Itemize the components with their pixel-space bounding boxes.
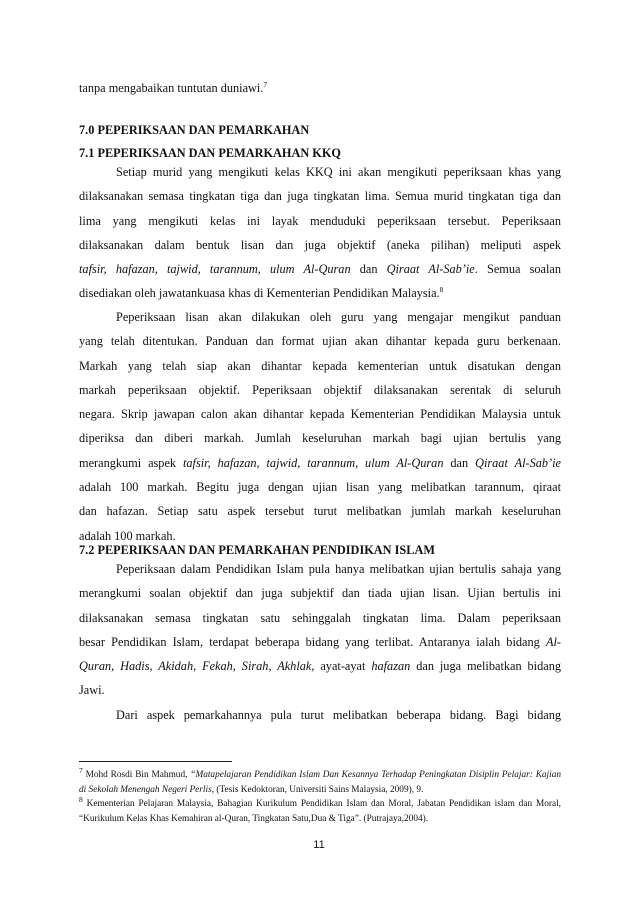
text-line: diperiksa dan diberi markah. Jumlah keseluruhan markah bagi ujian bertulis yang (79, 431, 561, 446)
heading-7-1: 7.1 PEPERIKSAAN DAN PEMARKAHAN KKQ (79, 146, 341, 160)
footnote-ref-7[interactable]: 7 (263, 79, 268, 89)
text-line: disediakan oleh jawatankuasa khas di Kementerian Pendidikan Malaysia.$^8$ (79, 285, 444, 301)
heading-7-0: 7.0 PEPERIKSAAN DAN PEMARKAHAN (79, 123, 310, 137)
text-line: adalah 100 markah. (79, 528, 176, 543)
text-line: adalah 100 markah. Begitu juga dengan ujian lisan yang melibatkan tarannum, qiraat (79, 480, 561, 495)
text-line: merangkumi soalan objektif dan juga subjektif dan tiada ujian lisan. Ujian bertulis ini (79, 586, 561, 601)
footnote-8: $^8$ Kementerian Pelajaran Malaysia, Bahagian Kurikulum Pendidikan Islam dan Moral, Jabatan Pendidikan islam dan Moral, “Kurikulum Kelas Khas Kemahiran al-Quran, Tingkatan Satu,Dua & Tiga”. (Putrajaya,2004). (79, 794, 561, 824)
text-line: dilaksanakan semasa tingkatan tiga dan juga tingkatan lima. Semua murid tingkatan tiga dan (79, 189, 561, 204)
footnote-divider (79, 761, 232, 762)
page-number: 11 (313, 839, 325, 851)
text-line: Markah yang telah siap akan dihantar kepada kementerian untuk disatukan dengan (79, 358, 561, 373)
text-line: Quran, Hadis, Akidah, Fekah, Sirah, Akhlak, ayat-ayat hafazan dan juga melibatkan bidang (79, 659, 562, 674)
footnote-7: $^7$ Mohd Rosdi Bin Mahmud, “Matapelajaran Pendidikan Islam Dan Kesannya Terhadap Peningkatan Disiplin Pelajar: Kajian di Sekolah Menengah Negeri Perlis, (Tesis Kedoktoran, Universiti Sains Malaysia, 2009), 9. (79, 765, 562, 795)
paragraph-islamic-education-exam (79, 557, 561, 727)
text-line: dilaksanakan semasa tingkatan satu sehinggalah tingkatan lima. Dalam peperiksaan (79, 610, 561, 625)
text-line: dilaksanakan dalam bentuk lisan dan juga objektif (aneka pilihan) meliputi aspek (79, 237, 561, 252)
text-line: Peperiksaan lisan akan dilakukan oleh guru yang mengajar mengikut panduan (116, 310, 561, 324)
text-line: Setiap murid yang mengikuti kelas KKQ ini akan mengikuti peperiksaan khas yang (116, 165, 561, 179)
text-line: markah peperiksaan objektif. Peperiksaan objektif dilaksanakan serentak di seluruh (79, 382, 561, 397)
text-line: dan hafazan. Setiap satu aspek tersebut turut melibatkan jumlah markah keseluruhan (79, 504, 561, 519)
text-line: negara. Skrip jawapan calon akan dihantar kepada Kementerian Pendidikan Malaysia untuk (79, 407, 561, 422)
text-line: Jawi. (79, 683, 105, 698)
footnote-ref-8[interactable]: 8 (439, 285, 444, 295)
text-line: Dari aspek pemarkahannya pula turut melibatkan beberapa bidang. Bagi bidang (116, 707, 561, 722)
text-line: yang telah ditentukan. Panduan dan format ujian akan dihantar kepada guru berkenaan. (79, 334, 561, 349)
paragraph-kkq-exam (79, 160, 561, 306)
text-line: merangkumi aspek tafsir, hafazan, tajwid, tarannum, ulum Al-Quran dan Qiraat Al-Sab’ie (79, 455, 562, 470)
text-line: Peperiksaan dalam Pendidikan Islam pula hanya melibatkan ujian bertulis sahaja yang (116, 562, 561, 576)
text-line: lima yang mengikuti kelas ini layak menduduki peperiksaan tersebut. Peperiksaan (79, 213, 561, 228)
intro-line: tanpa mengabaikan tuntutan duniawi.$^7$ (79, 79, 268, 95)
paragraph-oral-exam (79, 305, 561, 548)
text-line: besar Pendidikan Islam, terdapat beberapa bidang yang terlibat. Antaranya ialah bidang Al- (79, 634, 561, 649)
heading-7-2: 7.2 PEPERIKSAAN DAN PEMARKAHAN PENDIDIKAN ISLAM (79, 543, 435, 557)
text-line: tafsir, hafazan, tajwid, tarannum, ulum Al-Quran dan Qiraat Al-Sab’ie. Semua soalan (79, 262, 562, 277)
